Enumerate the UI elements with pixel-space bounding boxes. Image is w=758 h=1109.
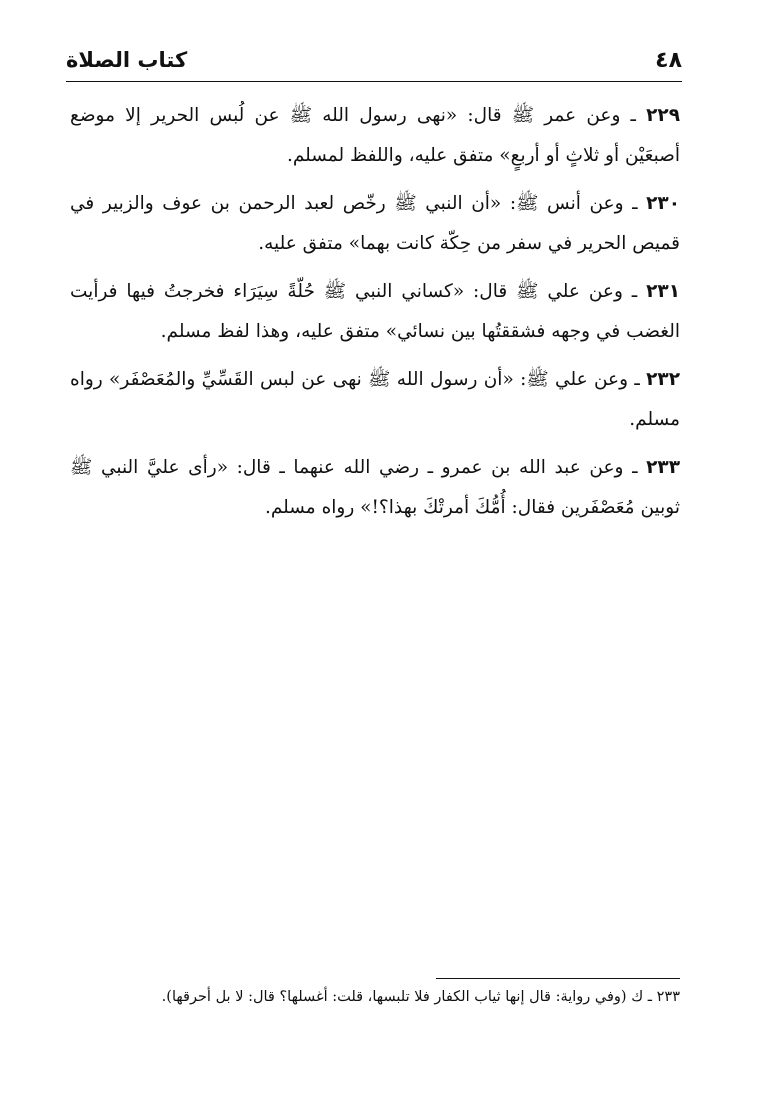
- hadith-number: ٢٣٣: [646, 457, 680, 478]
- hadith-paragraph-232: [70, 360, 680, 440]
- hadith-paragraph-231: [70, 272, 680, 352]
- footnote-divider: [436, 978, 680, 979]
- hadith-text: ـ وعن أنس ﷺ: «أن النبي ﷺ رخّص لعبد الرحمن بن عوف والزبير في قميص الحرير في سفر من حِكّة كانت بهما» متفق عليه.: [70, 193, 680, 254]
- page-header: [66, 40, 682, 80]
- hadith-paragraph-233: [70, 448, 680, 528]
- main-text: [70, 96, 680, 536]
- chapter-title: كتاب الصلاة: [66, 48, 188, 72]
- hadith-paragraph-230: [70, 184, 680, 264]
- hadith-number: ٢٢٩: [646, 105, 680, 126]
- hadith-text: ـ وعن عمر ﷺ قال: «نهى رسول الله ﷺ عن لُبس الحرير إلا موضع أصبعَيْن أو ثلاثٍ أو أربعٍ» متفق عليه، واللفظ لمسلم.: [70, 105, 680, 166]
- page-number: ٤٨: [655, 47, 682, 73]
- hadith-text: ـ وعن علي ﷺ: «أن رسول الله ﷺ نهى عن لبس القَسِّيِّ والمُعَصْفَر» رواه مسلم.: [70, 369, 680, 430]
- hadith-number: ٢٣١: [646, 281, 680, 302]
- footnote: ٢٣٣ ـ ك (وفي رواية: قال إنها ثياب الكفار فلا تلبسها، قلت: أغسلها؟ قال: لا بل أحرقها).: [161, 989, 680, 1005]
- header-divider: [66, 81, 682, 82]
- hadith-paragraph-229: [70, 96, 680, 176]
- hadith-number: ٢٣٠: [646, 193, 680, 214]
- hadith-text: ـ وعن عبد الله بن عمرو ـ رضي الله عنهما ـ قال: «رأى عليَّ النبي ﷺ ثوبين مُعَصْفَرين فقال: أُمُّكَ أمرتْكَ بهذا؟!» رواه مسلم.: [70, 457, 680, 518]
- hadith-number: ٢٣٢: [646, 369, 680, 390]
- hadith-text: ـ وعن علي ﷺ قال: «كساني النبي ﷺ حُلّةً سِيَرَاء فخرجتُ فيها فرأيت الغضب في وجهه فشققتُها بين نسائي» متفق عليه، وهذا لفظ مسلم.: [70, 281, 680, 342]
